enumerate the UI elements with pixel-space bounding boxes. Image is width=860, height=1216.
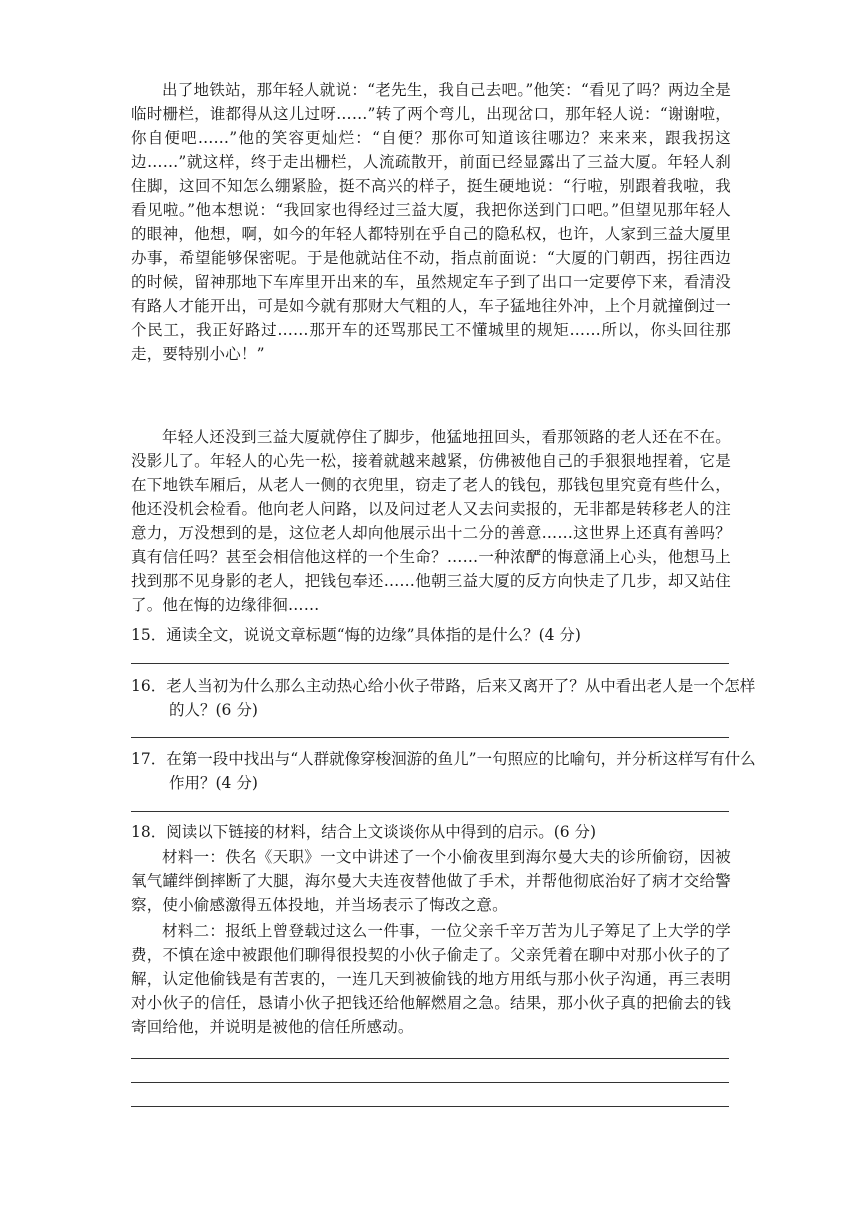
question-18: 18．阅读以下链接的材料，结合上文谈谈你从中得到的启示。(6 分): [131, 823, 597, 841]
answer-line-18-2[interactable]: [131, 1082, 729, 1083]
answer-line-15[interactable]: [131, 663, 729, 664]
material-1: 材料一：佚名《天职》一文中讲述了一个小偷夜里到海尔曼大夫的诊所偷窃，因被氧气罐绊倒摔断了大腿，海尔曼大夫连夜替他做了手术，并帮他彻底治好了病才交给警察，使小偷感激得五体投地，并当场表示了悔改之意。: [131, 848, 731, 914]
question-15: 15．通读全文，说说文章标题“悔的边缘”具体指的是什么？(4 分): [131, 626, 581, 644]
passage-paragraph-1: 出了地铁站，那年轻人就说：“老先生，我自己去吧。”他笑：“看见了吗？两边全是临时栅栏，谁都得从这儿过呀……”转了两个弯儿，出现岔口，那年轻人说：“谢谢啦，你自便吧……”他的笑容更灿烂：“自便？那你可知道该往哪边？来来来，跟我拐这边……”就这样，终于走出栅栏，人流疏散开，前面已经显露出了三益大厦。年轻人刹住脚，这回不知怎么绷紧脸，挺不高兴的样子，挺生硬地说：“行啦，别跟着我啦，我看见啦。”他本想说：“我回家也得经过三益大厦，我把你送到门口吧。”但望见那年轻人的眼神，他想，啊，如今的年轻人都特别在乎自己的隐私权，也许，人家到三益大厦里办事，希望能够保密呢。于是他就站住不动，指点前面说：“大厦的门朝西，拐往西边的时候，留神那地下车库里开出来的车，虽然规定车子到了出口一定要停下来，看清没有路人才能开出，可是如今就有那财大气粗的人，车子猛地往外冲，上个月就撞倒过一个民工，我正好路过……那开车的还骂那民工不懂城里的规矩……所以，你头回往那走，要特别小心！”: [131, 81, 731, 363]
answer-line-18-3[interactable]: [131, 1106, 729, 1107]
question-17: 17．在第一段中找出与“人群就像穿梭洄游的鱼儿”一句照应的比喻句，并分析这样写有什么作用？(4 分): [131, 750, 756, 792]
passage-paragraph-2: 年轻人还没到三益大厦就停住了脚步，他猛地扭回头，看那领路的老人还在不在。没影儿了。年轻人的心先一松，接着就越来越紧，仿佛被他自己的手狠狠地捏着，它是在下地铁车厢后，从老人一侧的衣兜里，窃走了老人的钱包，那钱包里究竟有些什么，他还没机会检看。他向老人问路，以及问过老人又去问卖报的，无非都是转移老人的注意力，万没想到的是，这位老人却向他展示出十二分的善意……这世界上还真有善吗？真有信任吗？甚至会相信他这样的一个生命？……一种浓酽的悔意涌上心头，他想马上找到那不见身影的老人，把钱包奉还……他朝三益大厦的反方向快走了几步，却又站住了。他在悔的边缘徘徊……: [131, 428, 731, 614]
question-16: 16．老人当初为什么那么主动热心给小伙子带路，后来又离开了？从中看出老人是一个怎样的人？(6 分): [131, 677, 756, 719]
material-2: 材料二：报纸上曾登载过这么一件事，一位父亲千辛万苦为儿子筹足了上大学的学费，不慎在途中被跟他们聊得很投契的小伙子偷走了。父亲凭着在聊中对那小伙子的了解，认定他偷钱是有苦衷的，一连几天到被偷钱的地方用纸与那小伙子沟通，再三表明对小伙子的信任，恳请小伙子把钱还给他解燃眉之急。结果，那小伙子真的把偷去的钱寄回给他，并说明是被他的信任所感动。: [131, 922, 731, 1036]
answer-line-16[interactable]: [131, 737, 729, 738]
answer-line-18-1[interactable]: [131, 1058, 729, 1059]
answer-line-17[interactable]: [131, 811, 729, 812]
